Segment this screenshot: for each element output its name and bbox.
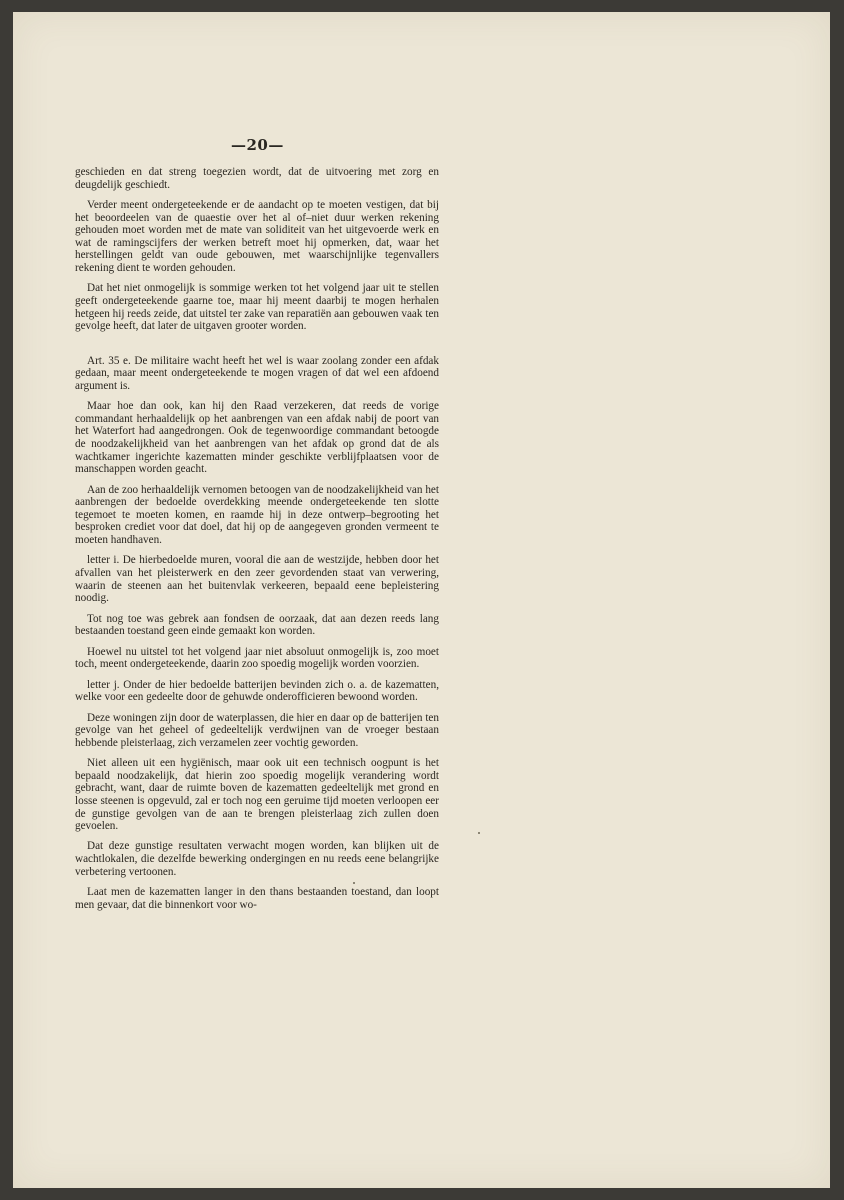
paragraph-soliditeit: Verder meent ondergeteekende er de aandacht op te moeten vestigen, dat bij het beoordeelen van de quaestie over het al of–niet duur werken rekening gehouden moet worden met de mate van soliditeit van het uitgevoerde werk en wat de ramingscijfers der werken betreft moet hij opmerken, dat, waar het herstellingen geldt van oude gebouwen, met waarschijnlijke tegenvallers rekening dient te worden gehouden. bbox=[75, 198, 439, 274]
paragraph-kazematten: Laat men de kazematten langer in den thans bestaanden toestand, dan loopt men gevaar, dat die binnenkort voor wo- bbox=[75, 886, 439, 911]
margin-dot bbox=[353, 882, 355, 884]
text-column bbox=[75, 166, 439, 911]
paragraph-art-35e: Art. 35 e. De militaire wacht heeft het wel is waar zoolang zonder een afdak gedaan, maar meent ondergeteekende te mogen vragen of dat wel een afdoend argument is. bbox=[75, 354, 439, 392]
paragraph-woningen: Deze woningen zijn door de waterplassen, die hier en daar op de batterijen ten gevolge van het geheel of gedeeltelijk verdwijnen van de vroeger bestaan hebbende pleisterlaag, zich verzamelen zeer vochtig geworden. bbox=[75, 711, 439, 749]
paragraph-overdekking: Aan de zoo herhaaldelijk vernomen betoogen van de noodzakelijkheid van het aanbrengen der bedoelde overdekking meende ondergeteekende ten slotte tegemoet te moeten komen, en raamde hij in deze ontwerp–begrooting het besproken crediet voor dat doel, dat hij op de aangegeven gronden vermeent te moeten handhaven. bbox=[75, 483, 439, 547]
paragraph-afdak: Maar hoe dan ook, kan hij den Raad verzekeren, dat reeds de vorige commandant herhaaldelijk op het aanbrengen van een afdak nabij de poort van het Waterfort had aangedrongen. Ook de tegenwoordige commandant betoogde de noodzakelijkheid van het aanbrengen van het afdak op grond dat de als wachtkamer ingerichte kazematten minder geschikte verblijfplaatsen voor de manschappen worden geacht. bbox=[75, 400, 439, 476]
margin-dot bbox=[478, 832, 480, 834]
paragraph-hygienisch: Niet alleen uit een hygiënisch, maar ook uit een technisch oogpunt is het bepaald noodzakelijk, dat hierin zoo spoedig mogelijk verandering wordt gebracht, want, daar de ruimte boven de kazematten gedeeltelijk met grond en losse steenen is opgevuld, zal er toch nog een geruime tijd moeten verloopen eer de gunstige gevolgen van de aan te brengen pleisterlaag zich zullen doen gevoelen. bbox=[75, 757, 439, 833]
paragraph-fondsen: Tot nog toe was gebrek aan fondsen de oorzaak, dat aan dezen reeds lang bestaanden toestand geen einde gemaakt kon worden. bbox=[75, 612, 439, 638]
paragraph-resultaten: Dat deze gunstige resultaten verwacht mogen worden, kan blijken uit de wachtlokalen, die dezelfde bewerking ondergingen en nu reeds eene belangrijke verbetering vertoonen. bbox=[75, 840, 439, 878]
document-page bbox=[13, 12, 830, 1188]
paragraph-hoewel: Hoewel nu uitstel tot het volgend jaar niet absoluut onmogelijk is, zoo moet toch, meent ondergeteekende, daarin zoo spoedig mogelijk worden voorzien. bbox=[75, 645, 439, 671]
paragraph-uitstel: Dat het niet onmogelijk is sommige werken tot het volgend jaar uit te stellen geeft ondergeteekende gaarne toe, maar hij meent daarbij te mogen herhalen hetgeen hij reeds zeide, dat uitstel ter zake van reparatiën aan gebouwen vaak ten gevolge heeft, dat later de uitgaven grooter worden. bbox=[75, 282, 439, 333]
page-number: —20— bbox=[231, 136, 284, 154]
paragraph-continuation: geschieden en dat streng toegezien wordt, dat de uitvoering met zorg en deugdelijk geschiedt. bbox=[75, 166, 439, 191]
paragraph-letter-j: letter j. Onder de hier bedoelde batterijen bevinden zich o. a. de kazematten, welke voor een gedeelte door de gehuwde onderofficieren bewoond worden. bbox=[75, 678, 439, 704]
paragraph-letter-i: letter i. De hierbedoelde muren, vooral die aan de westzijde, hebben door het afvallen van het pleisterwerk en den zeer gevordenden staat van verwering, waarin de steenen aan het buitenvlak verkeeren, bepaald eene bepleistering noodig. bbox=[75, 554, 439, 605]
